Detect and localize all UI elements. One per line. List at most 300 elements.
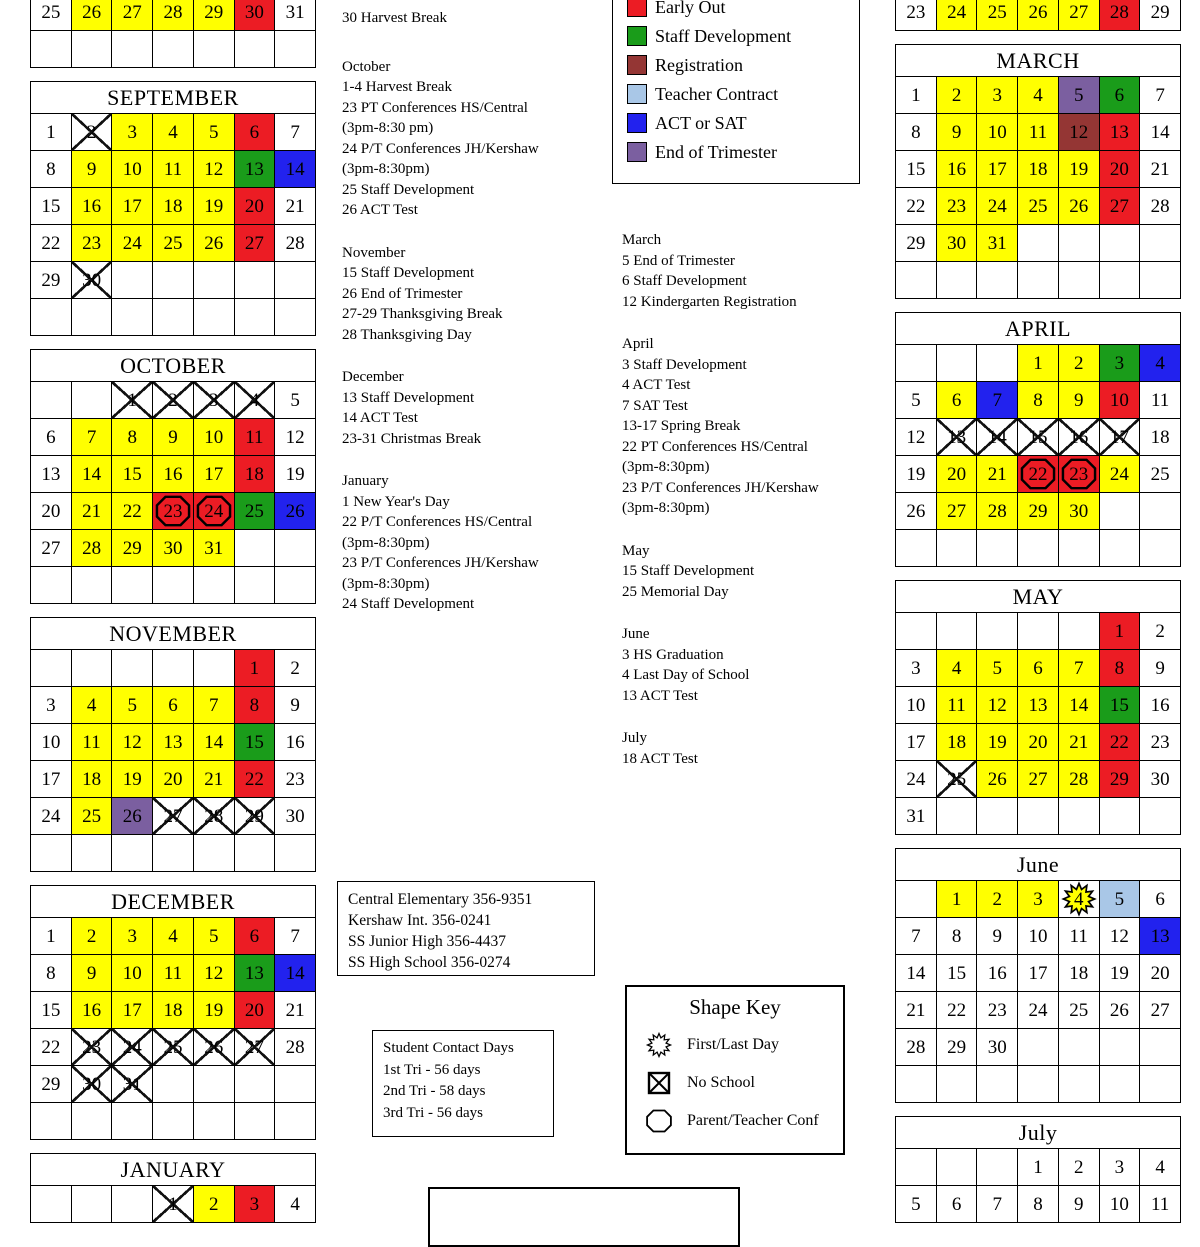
day-cell [896,225,937,262]
day-cell [977,382,1018,419]
day-cell [31,798,72,835]
day-number: 14 [285,962,305,984]
month-header-november: NOVEMBER [30,617,316,650]
empty-cell [112,262,153,299]
legend-color-swatch [627,142,647,162]
month-spacer [30,604,316,618]
day-cell [1018,151,1059,188]
day-cell [937,382,978,419]
day-cell [977,0,1018,31]
legend-color-swatch [627,26,647,46]
event-line: 7 SAT Test [622,397,688,414]
empty-cell [72,1186,113,1223]
day-number: 19 [987,731,1007,753]
day-cell [896,1029,937,1066]
day-number: 29 [244,805,264,827]
day-number: 14 [285,158,305,180]
empty-cell [153,835,194,872]
empty-cell [1140,262,1181,299]
no-school-day-cell [72,1029,113,1066]
legend-label: Registration [655,55,743,75]
day-cell [977,992,1018,1029]
legend-item [627,142,849,162]
empty-cell [1100,225,1141,262]
empty-cell [235,530,276,567]
empty-cell [72,567,113,604]
day-number: 12 [987,694,1007,716]
month-spacer [895,299,1181,313]
day-number: 20 [1028,731,1048,753]
day-cell [937,881,978,918]
day-number: 8 [1114,657,1125,679]
day-cell [235,761,276,798]
day-number: 23 [1150,731,1170,753]
event-line: 22 P/T Conferences HS/Central [342,514,533,530]
day-cell [31,687,72,724]
empty-cell [896,1149,937,1186]
day-number: 3 [1033,888,1043,910]
day-number: 10 [1028,925,1048,947]
day-number: 17 [122,195,142,217]
events-list-spring [622,230,862,791]
events-block-june [622,624,862,706]
day-number: 8 [1033,389,1043,411]
empty-cell [1100,1029,1141,1066]
month-header-may: MAY [895,580,1181,613]
month-grid-september [30,113,316,299]
no-school-day-cell [112,1029,153,1066]
empty-cell [977,613,1018,650]
empty-cell [275,835,316,872]
day-number: 10 [987,121,1007,143]
day-cell [72,761,113,798]
day-number: 18 [244,463,264,485]
day-number: 4 [168,121,178,143]
empty-cell [977,345,1018,382]
day-cell [1140,382,1181,419]
no-school-day-cell [235,798,276,835]
day-cell [1018,382,1059,419]
day-cell [1059,650,1100,687]
day-number: 17 [204,463,224,485]
day-number: 28 [1069,768,1089,790]
day-number: 6 [951,1193,962,1215]
day-number: 30 [1150,768,1170,790]
day-number: 8 [951,925,962,947]
empty-cell [937,1066,978,1103]
day-number: 12 [204,962,224,984]
day-cell [1059,382,1100,419]
day-number: 29 [41,269,61,291]
day-number: 2 [86,925,97,947]
day-cell [72,419,113,456]
day-number: 22 [1109,731,1129,753]
no-school-day-cell [194,1029,235,1066]
empty-cell [1140,1029,1181,1066]
day-number: 15 [1109,694,1129,716]
day-cell [194,918,235,955]
empty-cell [275,567,316,604]
day-number: 1 [168,1193,178,1215]
day-cell [937,992,978,1029]
shape-key-label: Parent/Teacher Conf [687,1112,819,1129]
day-number: 1 [1114,620,1125,642]
day-cell [112,419,153,456]
day-cell [1140,456,1181,493]
day-cell [72,955,113,992]
day-number: 11 [1150,389,1170,411]
events-month-heading: July [622,730,648,746]
day-cell [153,456,194,493]
event-line: (3pm-8:30pm) [342,575,430,592]
events-month-heading: December [342,369,404,385]
empty-cell [1059,225,1100,262]
day-cell [72,724,113,761]
day-cell [235,114,276,151]
day-number: 15 [41,999,61,1021]
legend-item [627,84,849,104]
day-cell [72,188,113,225]
day-cell [153,0,194,31]
day-cell [896,114,937,151]
day-number: 18 [163,195,183,217]
contact-days-line: 3rd Tri - 56 days [383,1104,484,1121]
day-cell [977,955,1018,992]
day-number: 28 [285,232,305,254]
day-cell [153,955,194,992]
empty-cell [1018,262,1059,299]
empty-cell [112,835,153,872]
day-number: 5 [208,121,219,143]
day-number: 22 [122,500,142,522]
empty-cell [153,31,194,68]
no-school-day-cell [153,382,194,419]
day-number: 10 [122,962,142,984]
empty-cell [1059,262,1100,299]
day-cell [153,992,194,1029]
day-cell [72,151,113,188]
day-cell [275,724,316,761]
day-cell [1018,1149,1059,1186]
day-cell [31,0,72,31]
day-number: 5 [992,657,1003,679]
day-number: 30 [82,1073,102,1095]
day-number: 11 [82,731,101,753]
day-number: 4 [168,925,178,947]
empty-cell [1018,613,1059,650]
day-number: 26 [204,232,224,254]
day-number: 4 [1155,352,1165,374]
empty-cell [1018,530,1059,567]
event-line: 13 ACT Test [622,687,698,704]
day-cell [896,382,937,419]
day-cell [275,918,316,955]
day-cell [1140,724,1181,761]
day-cell [1018,881,1059,918]
day-cell [275,225,316,262]
day-cell [112,151,153,188]
day-number: 23 [82,232,102,254]
day-cell [31,456,72,493]
day-cell [1018,493,1059,530]
no-school-day-cell [194,382,235,419]
day-number: 2 [86,121,97,143]
day-number: 19 [906,463,926,485]
day-cell [896,188,937,225]
empty-cell [1140,798,1181,835]
empty-cell [977,262,1018,299]
day-cell [937,724,978,761]
empty-cell [1059,798,1100,835]
day-cell [112,188,153,225]
empty-cell [153,650,194,687]
day-number: 22 [244,768,264,790]
day-cell [1059,345,1100,382]
day-number: 8 [127,426,138,448]
day-number: 2 [992,888,1003,910]
empty-week-row [30,834,316,872]
no-school-day-cell [194,798,235,835]
day-number: 2 [290,657,300,679]
day-cell [112,225,153,262]
day-number: 14 [987,426,1007,448]
day-number: 31 [122,1073,142,1095]
day-number: 9 [86,962,97,984]
day-number: 17 [122,999,142,1021]
day-number: 21 [1069,731,1089,753]
day-cell [1018,77,1059,114]
events-month-heading: October [342,58,391,75]
day-cell [1140,992,1181,1029]
day-number: 5 [127,694,138,716]
day-cell [275,114,316,151]
month-grid-july [895,1148,1181,1223]
day-cell [937,151,978,188]
day-cell [977,1186,1018,1223]
day-cell [1059,456,1100,493]
empty-cell [112,567,153,604]
empty-cell [275,31,316,68]
day-cell [977,114,1018,151]
day-cell [194,419,235,456]
day-number: 24 [1109,463,1129,485]
empty-cell [153,1103,194,1140]
day-cell [896,798,937,835]
day-number: 9 [168,426,178,448]
day-number: 1 [911,84,921,106]
day-number: 29 [1028,500,1048,522]
day-cell [112,992,153,1029]
day-number: 25 [163,232,183,254]
day-number: 11 [947,694,966,716]
day-number: 3 [208,389,219,411]
day-cell [31,225,72,262]
day-cell [1059,0,1100,31]
empty-cell [153,567,194,604]
day-cell [112,918,153,955]
event-line: 5 End of Trimester [622,252,735,269]
day-number: 4 [249,389,260,411]
day-cell [896,77,937,114]
day-number: 9 [86,158,97,180]
empty-cell [31,1103,72,1140]
day-number: 30 [163,537,183,559]
day-cell [31,114,72,151]
day-cell [1059,687,1100,724]
day-number: 30 [82,269,102,291]
day-cell [1059,114,1100,151]
event-line: 15 Staff Development [342,265,475,281]
no-school-day-cell [1100,419,1141,456]
day-number: 15 [122,463,142,485]
no-school-day-cell [937,761,978,798]
day-cell [153,724,194,761]
day-cell [1140,0,1181,31]
empty-cell [1018,1029,1059,1066]
day-cell [235,151,276,188]
day-cell [1140,613,1181,650]
day-number: 3 [1114,352,1125,374]
day-number: 13 [244,962,264,984]
day-number: 14 [1069,694,1089,716]
day-cell [1140,345,1181,382]
day-cell [1059,761,1100,798]
empty-cell [235,31,276,68]
day-number: 6 [951,389,962,411]
event-line: 22 PT Conferences HS/Central [622,438,808,455]
day-cell [194,687,235,724]
day-cell [896,724,937,761]
day-number: 19 [1069,158,1089,180]
day-cell [235,955,276,992]
events-block-may [622,541,862,603]
day-number: 7 [208,694,219,716]
legend-color-swatch [627,55,647,75]
shape-key-item [645,1070,843,1096]
day-cell [977,724,1018,761]
no-school-day-cell [72,1066,113,1103]
day-cell [275,1186,316,1223]
day-cell [31,955,72,992]
month-header-june: June [895,848,1181,881]
day-cell [194,530,235,567]
day-cell [194,724,235,761]
empty-cell [31,299,72,336]
events-block-april [622,334,862,519]
day-cell [1140,77,1181,114]
day-number: 15 [1028,426,1048,448]
day-cell [72,798,113,835]
day-cell [275,382,316,419]
day-number: 11 [1069,925,1088,947]
day-cell [1100,761,1141,798]
day-cell [112,530,153,567]
month-header-april: APRIL [895,312,1181,345]
day-number: 25 [41,1,61,23]
day-number: 8 [46,962,56,984]
calendar-column-left [30,0,316,1237]
events-block-july [622,728,862,769]
day-cell [112,687,153,724]
day-cell [153,761,194,798]
day-number: 7 [992,389,1003,411]
day-cell [1140,114,1181,151]
day-cell [194,114,235,151]
events-block [342,8,610,29]
day-number: 29 [906,232,926,254]
day-cell [31,151,72,188]
day-cell [112,493,153,530]
day-number: 23 [82,1036,102,1058]
day-number: 15 [906,158,926,180]
day-number: 28 [906,1036,926,1058]
events-block-march [622,230,862,312]
day-cell [275,992,316,1029]
shape-key-label: First/Last Day [687,1036,779,1053]
day-cell [194,456,235,493]
day-number: 6 [249,925,260,947]
month-grid-december [30,917,316,1103]
empty-cell [112,1186,153,1223]
day-cell [72,918,113,955]
day-cell [1100,345,1141,382]
day-number: 30 [987,1036,1007,1058]
day-cell [977,650,1018,687]
event-line: 27-29 Thanksgiving Break [342,306,503,322]
day-cell [1018,188,1059,225]
empty-cell [896,345,937,382]
month-spacer [895,31,1181,45]
legend-color-swatch [627,113,647,133]
day-cell [275,761,316,798]
day-number: 24 [987,195,1007,217]
empty-cell [977,798,1018,835]
day-number: 19 [204,999,224,1021]
day-number: 15 [244,731,264,753]
events-block-december [342,367,610,449]
empty-cell [977,1066,1018,1103]
day-number: 23 [1069,463,1089,485]
month-spacer [895,835,1181,849]
empty-cell [1018,225,1059,262]
no-school-day-cell [235,382,276,419]
empty-cell [153,1066,194,1103]
day-number: 10 [1109,389,1129,411]
day-number: 3 [992,84,1003,106]
day-cell [896,955,937,992]
day-number: 7 [911,925,921,947]
empty-cell [31,567,72,604]
day-number: 6 [1155,888,1165,910]
empty-cell [72,835,113,872]
day-cell [937,456,978,493]
day-cell [1140,761,1181,798]
day-number: 20 [1150,962,1170,984]
day-number: 2 [208,1193,219,1215]
empty-cell [194,835,235,872]
day-cell [1018,918,1059,955]
day-cell [153,918,194,955]
day-cell [1140,188,1181,225]
day-number: 18 [1028,158,1048,180]
day-number: 13 [1028,694,1048,716]
day-number: 31 [204,537,224,559]
day-number: 6 [249,121,260,143]
event-line: 12 Kindergarten Registration [622,293,797,310]
day-cell [1018,687,1059,724]
empty-cell [112,31,153,68]
day-cell [937,0,978,31]
